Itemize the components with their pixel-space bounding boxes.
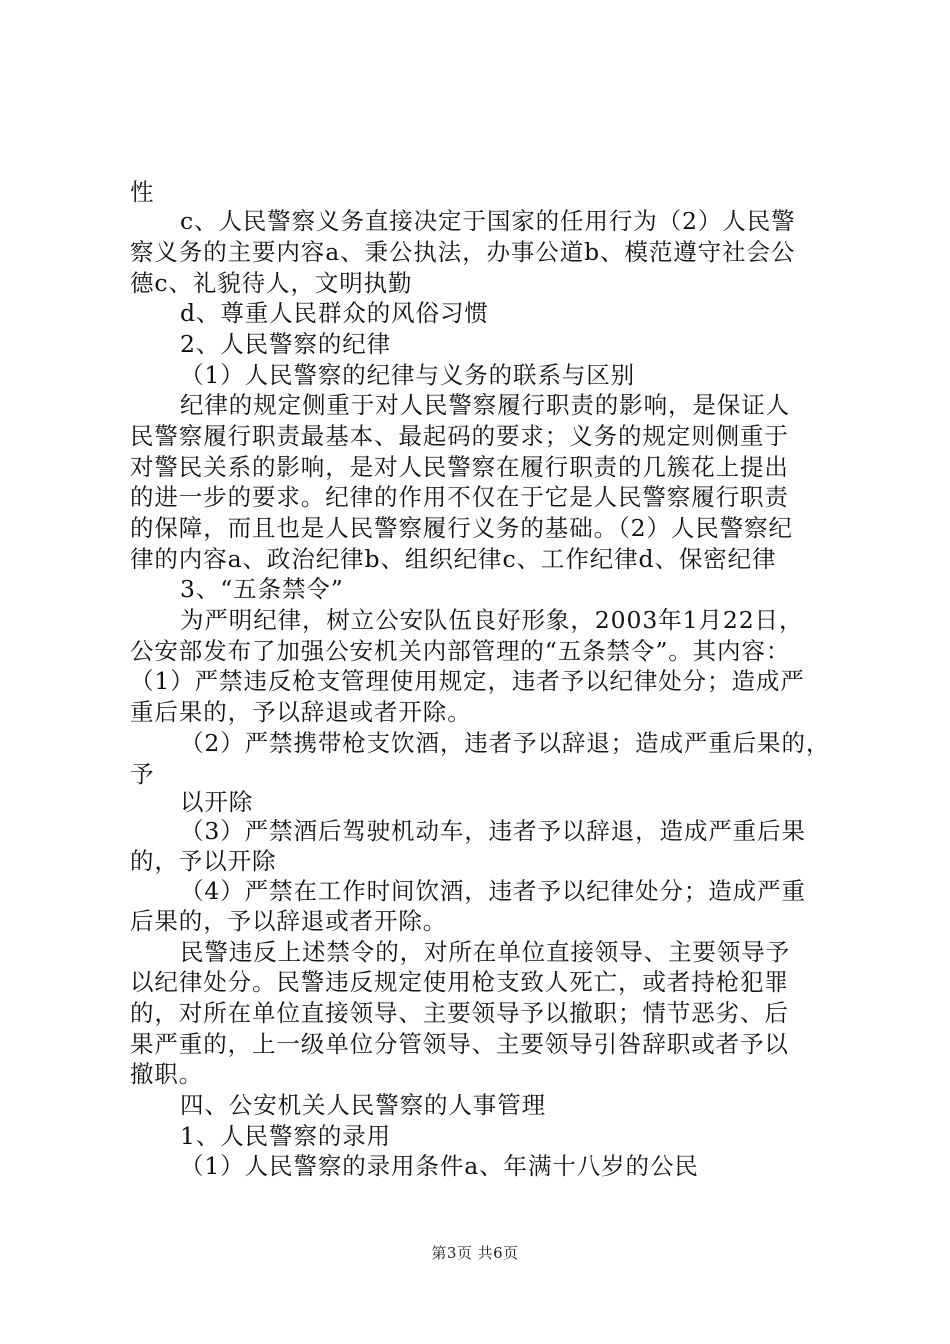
text-line: （4）严禁在工作时间饮酒，违者予以纪律处分；造成严重 — [180, 877, 806, 905]
text-line: （1）严禁违反枪支管理使用规定，违者予以纪律处分；造成严 — [130, 667, 805, 695]
text-line: 的保障，而且也是人民警察履行义务的基础。（2）人民警察纪 — [130, 514, 793, 542]
text-line: 民警违反上述禁令的，对所在单位直接领导、主要领导予 — [180, 938, 790, 966]
text-line: 对警民关系的影响，是对人民警察在履行职责的几簇花上提出 — [130, 453, 789, 481]
text-line: 重后果的，予以辞退或者开除。 — [130, 698, 472, 726]
text-line: 果严重的，上一级单位分管领导、主要领导引咎辞职或者予以 — [130, 1030, 789, 1058]
text-line: 民警察履行职责最基本、最起码的要求；义务的规定则侧重于 — [130, 422, 789, 450]
text-line: 予 — [130, 760, 155, 788]
text-line: c、人民警察义务直接决定于国家的任用行为（2）人民警 — [180, 207, 796, 235]
text-line: （1）人民警察的纪律与义务的联系与区别 — [180, 361, 636, 389]
text-line: 的，对所在单位直接领导、主要领导予以撤职；情节恶劣、后 — [130, 999, 789, 1027]
text-line: （1）人民警察的录用条件a、年满十八岁的公民 — [180, 1152, 699, 1180]
text-line: 后果的，予以辞退或者开除。 — [130, 907, 448, 935]
text-line: 律的内容a、政治纪律b、组织纪律c、工作纪律d、保密纪律 — [130, 545, 777, 573]
text-line: （2）严禁携带枪支饮酒，违者予以辞退；造成严重后果的， — [180, 729, 831, 757]
text-line: 的，予以开除 — [130, 847, 277, 875]
text-line: 以纪律处分。民警违反规定使用枪支致人死亡，或者持枪犯罪 — [130, 968, 789, 996]
text-line: （3）严禁酒后驾驶机动车，违者予以辞退，造成严重后果 — [180, 817, 806, 845]
text-line: 撤职。 — [130, 1060, 204, 1088]
text-line: d、尊重人民群众的风俗习惯 — [180, 299, 489, 327]
text-line: 以开除 — [180, 788, 254, 816]
page-number-footer: 第3页 共6页 — [431, 1244, 519, 1262]
text-line: 德c、礼貌待人，文明执勤 — [130, 269, 413, 297]
text-line: 2、人民警察的纪律 — [180, 330, 392, 358]
text-line: 察义务的主要内容a、秉公执法，办事公道b、模范遵守社会公 — [130, 238, 796, 266]
text-line: 1、人民警察的录用 — [180, 1122, 392, 1150]
text-line: 公安部发布了加强公安机关内部管理的“五条禁令”。其内容： — [130, 637, 791, 665]
text-line: 3、“五条禁令” — [180, 575, 344, 603]
text-line: 四、公安机关人民警察的人事管理 — [180, 1091, 546, 1119]
text-line: 为严明纪律，树立公安队伍良好形象，2003年1月22日， — [180, 606, 804, 634]
text-line: 纪律的规定侧重于对人民警察履行职责的影响，是保证人 — [180, 391, 790, 419]
text-line: 的进一步的要求。纪律的作用不仅在于它是人民警察履行职责 — [130, 483, 789, 511]
text-line: 性 — [130, 178, 155, 206]
